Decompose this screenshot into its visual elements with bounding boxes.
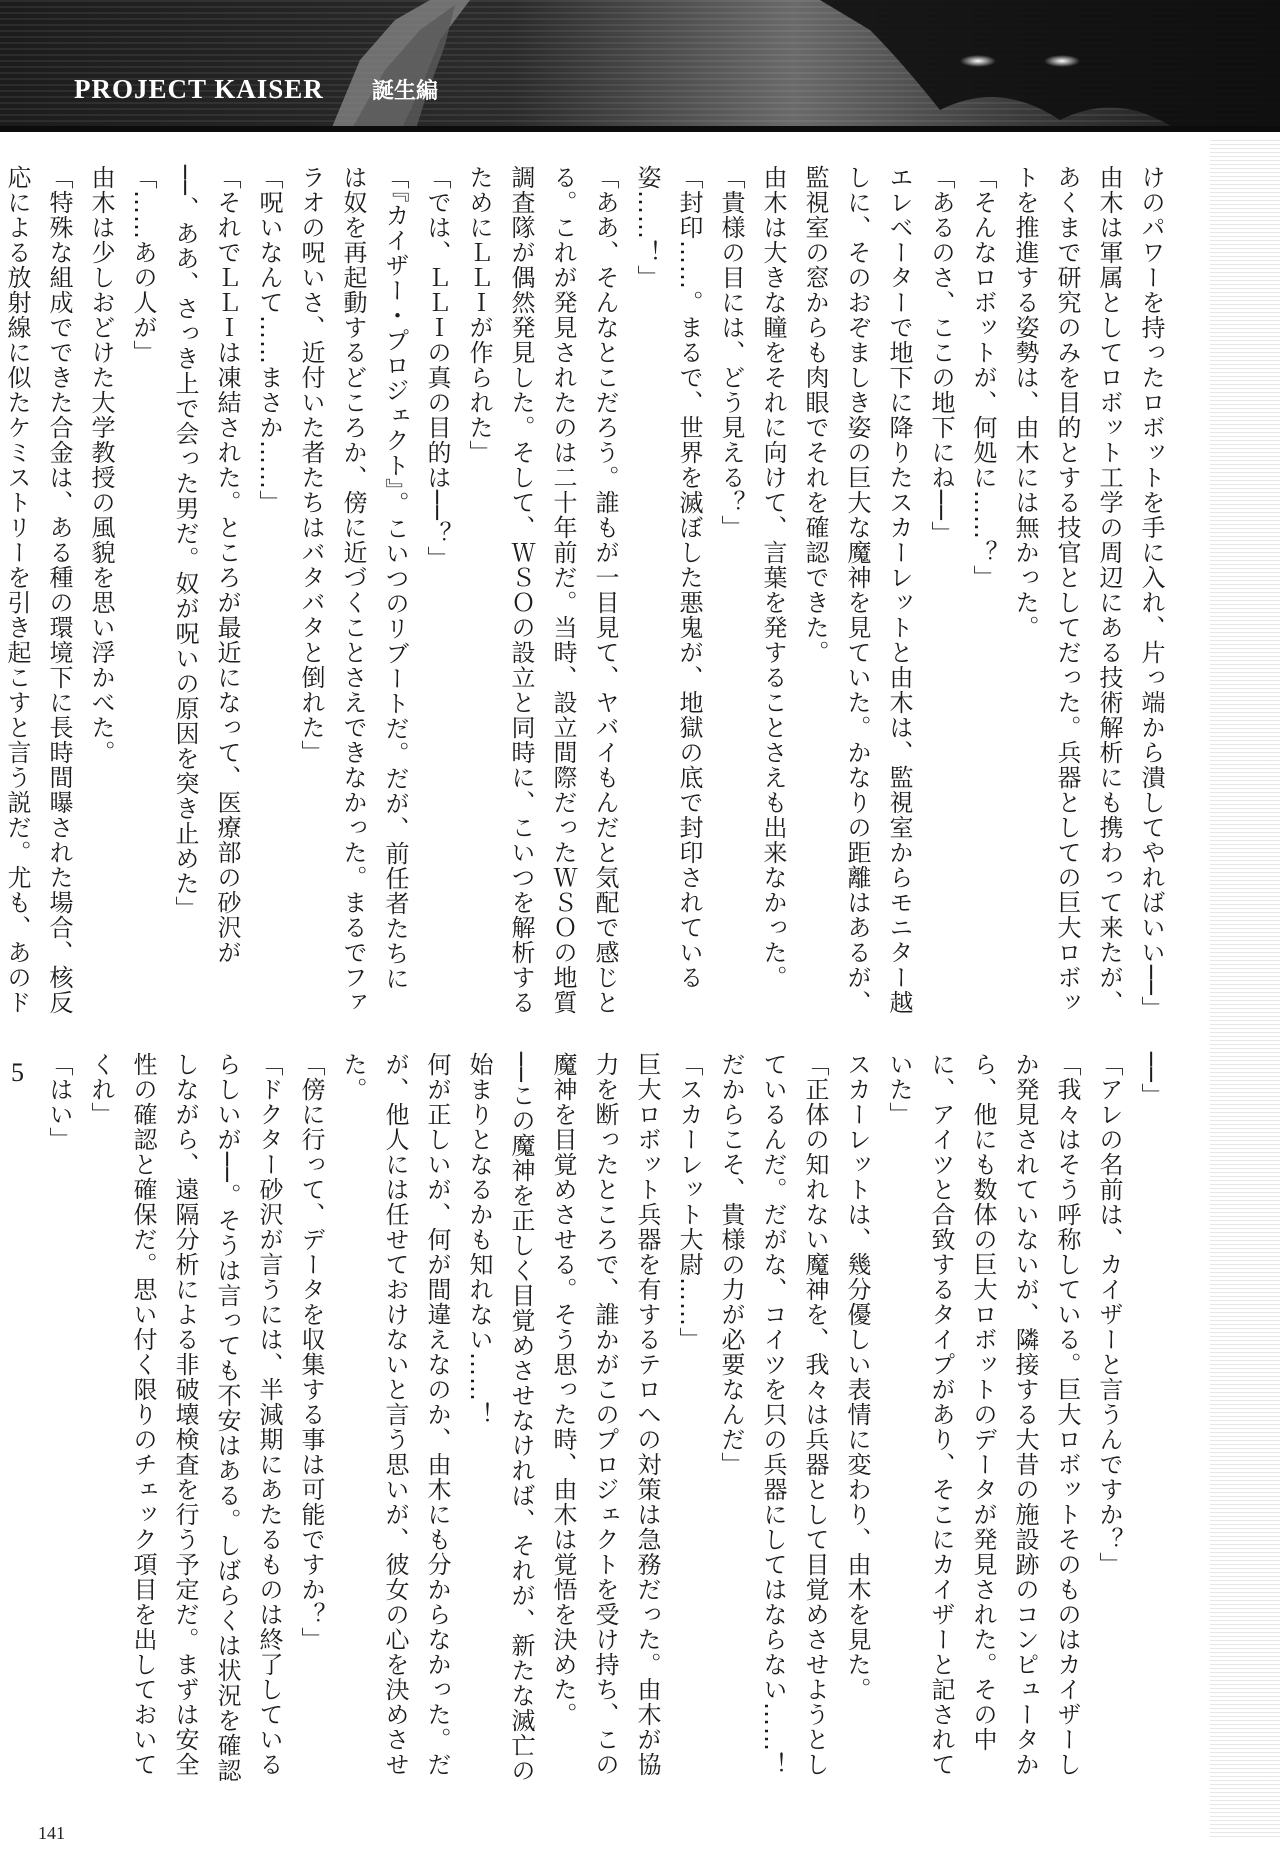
paragraph: 由木は大きな瞳をそれに向けて、言葉を発することさえも出来なかった。 [759, 165, 787, 990]
paragraph: けのパワーを持ったロボットを手に入れ、片っ端から潰してやればいい──」 [1137, 165, 1165, 1021]
paragraph: 「ドクター砂沢が言うには、半減期にあたるものは終了しているらしいが──。そうは言っても不安はある。しばらくは状況を確認しながら、遠隔分析による非破壊検査を行う予定だ。まずは安全性の確認と確保だ。思い付く限りのチェック項目を出しておいてくれ」 [87, 1052, 283, 1783]
demon-eye-right [1044, 55, 1080, 67]
paragraph: ──この魔神を正しく目覚めさせなければ、それが、新たな滅亡の始まりとなるかも知れない……！ [465, 1052, 535, 1783]
paragraph: 「……あの人が」 [129, 165, 157, 365]
section-number: 5 [3, 1058, 32, 1088]
paragraph: 「傍に行って、データを収集する事は可能ですか？」 [297, 1052, 325, 1652]
paragraph: 「呪いなんて……まさか……」 [255, 165, 283, 515]
paragraph: 「『カイザー・プロジェクト』。こいつのリブートだ。だが、前任者たちには奴を再起動するどころか、傍に近づくことさえできなかった。まるでファラオの呪いさ、近付いた者たちはバタバタと倒れた」 [297, 165, 409, 1015]
paragraph: 「特殊な組成でできた合金は、ある種の環境下に長時間曝された場合、核反応による放射線に似たケミストリーを引き起こすと言う説だ。尤も、あのド [3, 165, 73, 1015]
paragraph: 「貴様の目には、どう見える？」 [717, 165, 745, 540]
paragraph: 「正体の知れない魔神を、我々は兵器として目覚めさせようとしているんだ。だがな、コイツを只の兵器にしてはならない……！ だからこそ、貴様の力が必要なんだ」 [717, 1052, 829, 1802]
paragraph: 巨大ロボット兵器を有するテロへの対策は急務だった。由木が協力を断ったところで、誰かがこのプロジェクトを受け持ち、この魔神を目覚めさせる。そう思った時、由木は覚悟を決めた。 [549, 1052, 661, 1777]
header-subtitle: 誕生編 [372, 79, 439, 104]
header-title: PROJECT KAISER [74, 74, 324, 104]
header-band [0, 0, 1280, 132]
paragraph: 「封印……。まるで、世界を滅ぼした悪鬼が、地獄の底で封印されている姿……！」 [633, 165, 703, 990]
paragraph: 「スカーレット大尉……」 [675, 1052, 703, 1352]
paragraph: 「ああ、そんなとこだろう。誰もが一目見て、ヤバイもんだと気配で感じとる。これが発見されたのは二十年前だ。当時、設立間際だったＷＳＯの地質調査隊が偶然発見した。そして、ＷＳＯの設立と同時に、こいつを解析するためにＬＬＩが作られた」 [465, 165, 619, 1015]
edge-streak [1210, 140, 1280, 1840]
paragraph: 由木は少しおどけた大学教授の風貌を思い浮かべた。 [87, 165, 115, 765]
paragraph: 何が正しいが、何が間違えなのか、由木にも分からなかった。だが、他人には任せておけないと言う思いが、彼女の心を決めさせた。 [339, 1052, 451, 1777]
paragraph: エレベーターで地下に降りたスカーレットと由木は、監視室からモニター越しに、そのおぞましき姿の巨大な魔神を見ていた。かなりの距離はあるが、監視室の窓からも肉眼でそれを確認できた。 [801, 165, 913, 1015]
header-graphic [0, 0, 1280, 132]
paragraph: 「はい」 [45, 1052, 73, 1152]
paragraph: 「それでＬＬＩは凍結された。ところが最近になって、医療部の砂沢が──、ああ、さっき上で会った男だ。奴が呪いの原因を突き止めた」 [171, 165, 241, 965]
paragraph: 「我々はそう呼称している。巨大ロボットそのものはカイザーしか発見されていないが、隣接する大昔の施設跡のコンピュータから、他にも数体の巨大ロボットのデータが発見された。その中に、アイツと合致するタイプがあり、そこにカイザーと記されていた」 [885, 1052, 1081, 1777]
paragraph: 「そんなロボットが、何処に……？」 [969, 165, 997, 590]
paragraph: ──」 [1137, 1052, 1165, 1108]
upper-text-block [3, 165, 1172, 1021]
demon-eye-left [960, 55, 996, 67]
paragraph: 由木は軍属としてロボット工学の周辺にある技術解析にも携わって来たが、あくまで研究のみを目的とする技官としてだった。兵器としての巨大ロボットを推進する姿勢は、由木には無かった。 [1011, 165, 1123, 1015]
paragraph: 「アレの名前は、カイザーと言うんですか？」 [1095, 1052, 1123, 1577]
lower-text-block [3, 1052, 1172, 1802]
paragraph: 「あるのさ、ここの地下にね──」 [927, 165, 955, 546]
demon-silhouette [820, 0, 1280, 132]
paragraph: 「では、ＬＬＩの真の目的は──？」 [423, 165, 451, 571]
paragraph: スカーレットは、幾分優しい表情に変わり、由木を見た。 [843, 1052, 871, 1702]
page-number: 141 [38, 1823, 65, 1843]
